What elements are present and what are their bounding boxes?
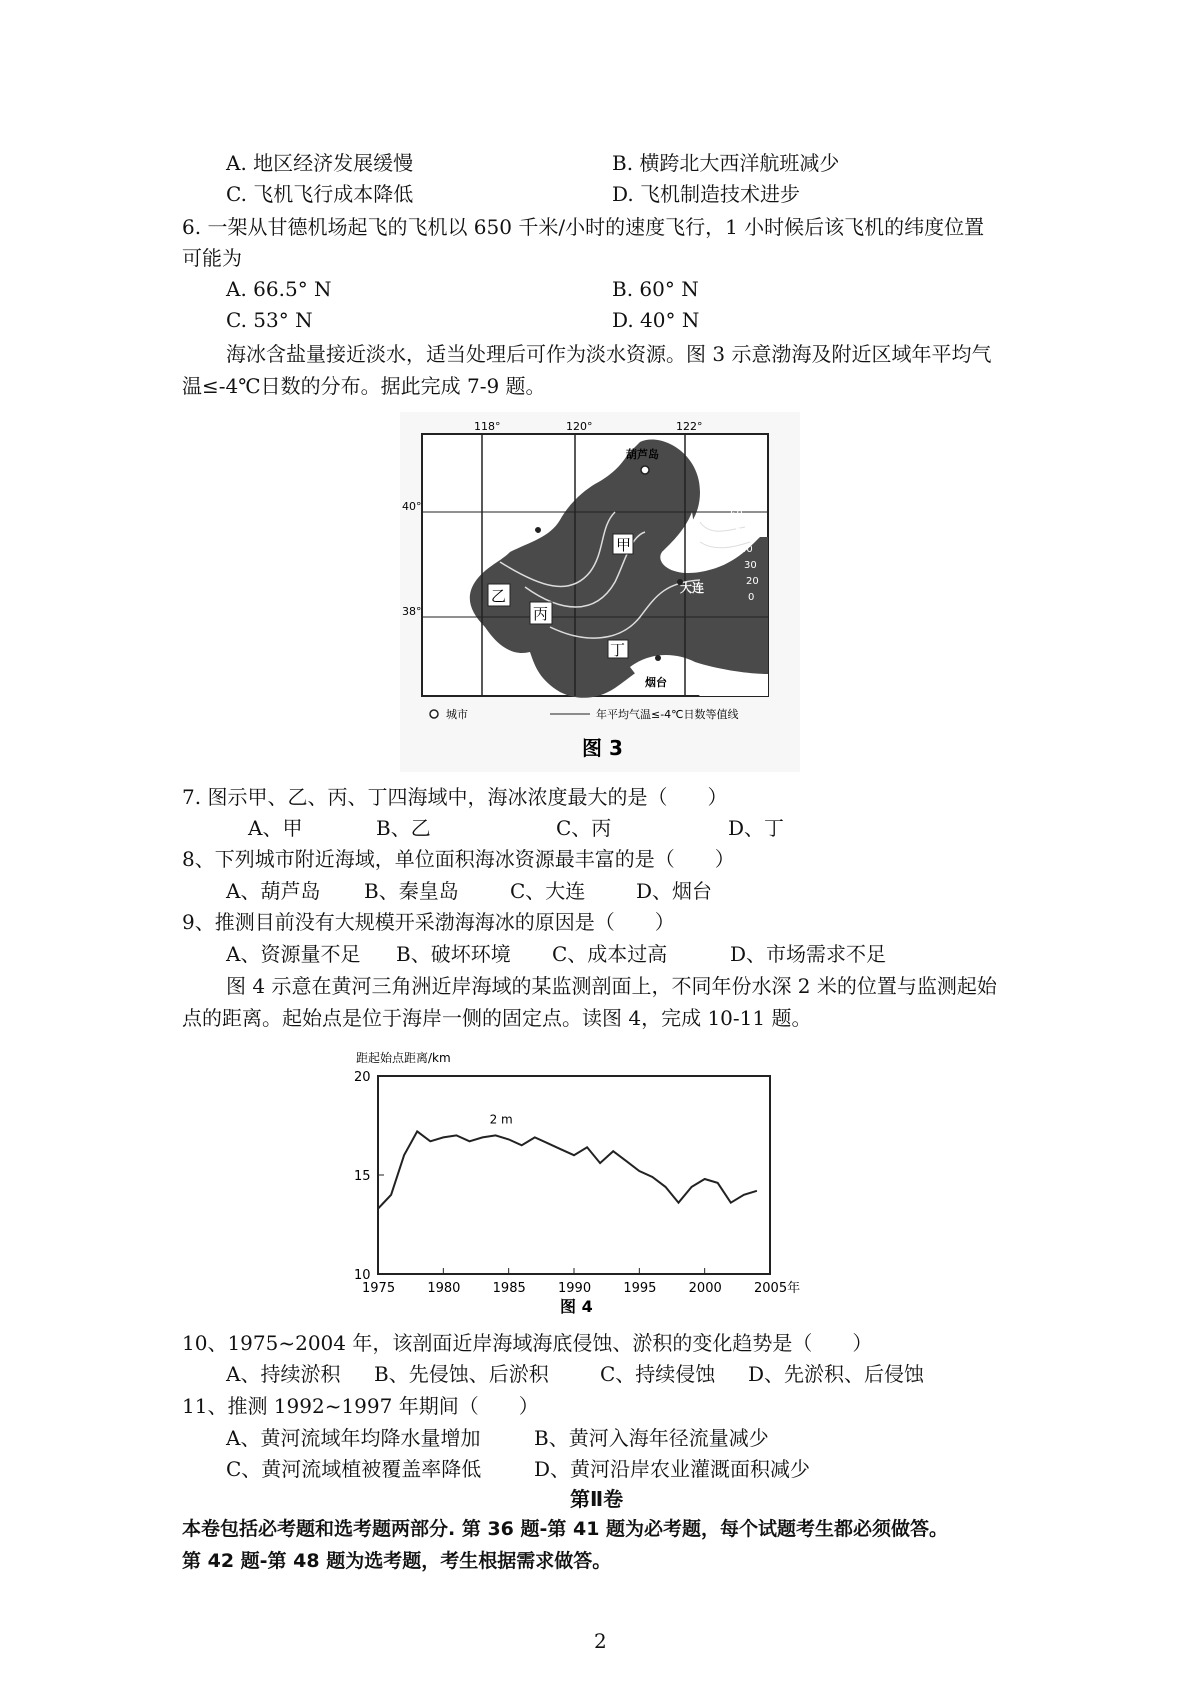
city-qinhuangdao: 秦皇岛 (504, 526, 537, 539)
x-tick-label: 1980 (427, 1281, 461, 1296)
lat-label-40: 40° (402, 500, 422, 513)
q6-stem-line1: 6. 一架从甘德机场起飞的飞机以 650 千米/小时的速度飞行，1 小时候后该飞机的纬度位置 (182, 215, 985, 239)
q6-option-b: B. 60° N (612, 277, 699, 301)
part-2-line1: 本卷包括必考题和选考题两部分. 第 36 题-第 41 题为必考题，每个试题考生都必须做答。 (182, 1518, 949, 1540)
q8-stem: 8、下列城市附近海域，单位面积海冰资源最丰富的是（ ） (182, 847, 735, 871)
lon-label-120: 120° (566, 420, 593, 433)
city-huludao: 葫芦岛 (626, 448, 659, 461)
q7-option-a: A、甲 (248, 816, 303, 840)
q9-option-c: C、成本过高 (552, 942, 668, 966)
q11-option-d: D、黄河沿岸农业灌溉面积减少 (534, 1457, 811, 1481)
sea-area-yi: 乙 (491, 587, 507, 605)
q11-option-c: C、黄河流域植被覆盖率降低 (226, 1457, 482, 1481)
q7-option-d: D、丁 (728, 816, 785, 840)
isoline-value-50: 50 (735, 527, 748, 538)
legend-city-icon (430, 710, 438, 718)
q11-option-a: A、黄河流域年均降水量增加 (226, 1426, 481, 1450)
sea-area-ding: 丁 (610, 641, 626, 659)
lat-label-38: 38° (402, 605, 422, 618)
isoline-value-20: 20 (746, 576, 759, 587)
q6-option-c: C. 53° N (226, 308, 313, 332)
x-tick-label: 1995 (623, 1281, 657, 1296)
q6-option-d: D. 40° N (612, 308, 700, 332)
page-number: 2 (594, 1629, 607, 1653)
q9-option-a: A、资源量不足 (226, 942, 361, 966)
isoline-value-0: 0 (748, 592, 755, 603)
x-tick-label: 2005年 (754, 1281, 801, 1296)
isoline-value-60: 60 (730, 509, 743, 520)
q7-option-c: C、丙 (556, 816, 612, 840)
q11-stem: 11、推测 1992~1997 年期间（ ） (182, 1394, 539, 1418)
q10-option-a: A、持续淤积 (226, 1362, 341, 1386)
city-marker-yantai (655, 655, 661, 661)
sea-area-jia: 甲 (616, 536, 632, 554)
city-marker-huludao (641, 466, 649, 474)
isoline-value-30: 30 (744, 560, 757, 571)
q8-option-d: D、烟台 (636, 879, 713, 903)
q10-option-d: D、先淤积、后侵蚀 (748, 1362, 925, 1386)
figure-3-caption: 图 3 (582, 736, 623, 760)
q9-option-d: D、市场需求不足 (730, 942, 887, 966)
x-tick-label: 1985 (492, 1281, 526, 1296)
sea-area-bing: 丙 (533, 605, 549, 623)
city-yantai: 烟台 (645, 676, 667, 689)
q10-stem: 10、1975~2004 年，该剖面近岸海域海底侵蚀、淤积的变化趋势是（ ） (182, 1331, 873, 1355)
q10-option-b: B、先侵蚀、后淤积 (374, 1362, 549, 1386)
intro-7-9-line1: 海冰含盐量接近淡水，适当处理后可作为淡水资源。图 3 示意渤海及附近区域年平均气 (226, 342, 992, 366)
lon-label-122: 122° (676, 420, 703, 433)
series-2m-label: 2 m (489, 1112, 513, 1127)
q9-option-b: B、破坏环境 (396, 942, 511, 966)
intro-10-11-line2: 点的距离。起始点是位于海岸一侧的固定点。读图 4，完成 10-11 题。 (182, 1006, 812, 1030)
q8-option-b: B、秦皇岛 (364, 879, 459, 903)
q5-option-c: C. 飞机飞行成本降低 (226, 182, 414, 206)
part-2-line2: 第 42 题-第 48 题为选考题，考生根据需求做答。 (182, 1550, 612, 1572)
isoline-value-40: 40 (740, 544, 753, 555)
bohai-map-figure (400, 412, 800, 772)
q5-option-b: B. 横跨北大西洋航班减少 (612, 151, 840, 175)
y-tick-label: 20 (354, 1070, 371, 1085)
x-tick-label: 2000 (688, 1281, 722, 1296)
q10-option-c: C、持续侵蚀 (600, 1362, 716, 1386)
city-dalian: 大连 (680, 581, 705, 595)
part-2-title: 第Ⅱ卷 (570, 1487, 624, 1511)
figure-4-caption: 图 4 (560, 1297, 593, 1314)
q5-option-d: D. 飞机制造技术进步 (612, 182, 801, 206)
intro-7-9-line2: 温≤-4℃日数的分布。据此完成 7-9 题。 (182, 374, 546, 398)
chart-plot-frame (378, 1076, 770, 1274)
y-tick-label: 15 (354, 1169, 371, 1184)
q9-stem: 9、推测目前没有大规模开采渤海海冰的原因是（ ） (182, 910, 675, 934)
legend-city: 城市 (446, 708, 468, 721)
q8-option-c: C、大连 (510, 879, 586, 903)
legend-isoline: 年平均气温≤-4℃日数等值线 (596, 708, 739, 721)
x-tick-label: 1975 (362, 1281, 396, 1296)
y-tick-label: 10 (354, 1268, 371, 1283)
distance-line-chart (350, 1044, 850, 1314)
q5-option-a: A. 地区经济发展缓慢 (226, 151, 414, 175)
lon-label-118: 118° (474, 420, 501, 433)
q6-stem-line2: 可能为 (182, 246, 242, 270)
q8-option-a: A、葫芦岛 (226, 879, 321, 903)
q6-option-a: A. 66.5° N (226, 277, 332, 301)
q7-stem: 7. 图示甲、乙、丙、丁四海域中，海冰浓度最大的是（ ） (182, 785, 728, 809)
q7-option-b: B、乙 (376, 816, 431, 840)
intro-10-11-line1: 图 4 示意在黄河三角洲近岸海域的某监测剖面上，不同年份水深 2 米的位置与监测起始 (226, 974, 997, 998)
chart-ylabel: 距起始点距离/km (356, 1051, 451, 1065)
q11-option-b: B、黄河入海年径流量减少 (534, 1426, 769, 1450)
x-tick-label: 1990 (558, 1281, 592, 1296)
